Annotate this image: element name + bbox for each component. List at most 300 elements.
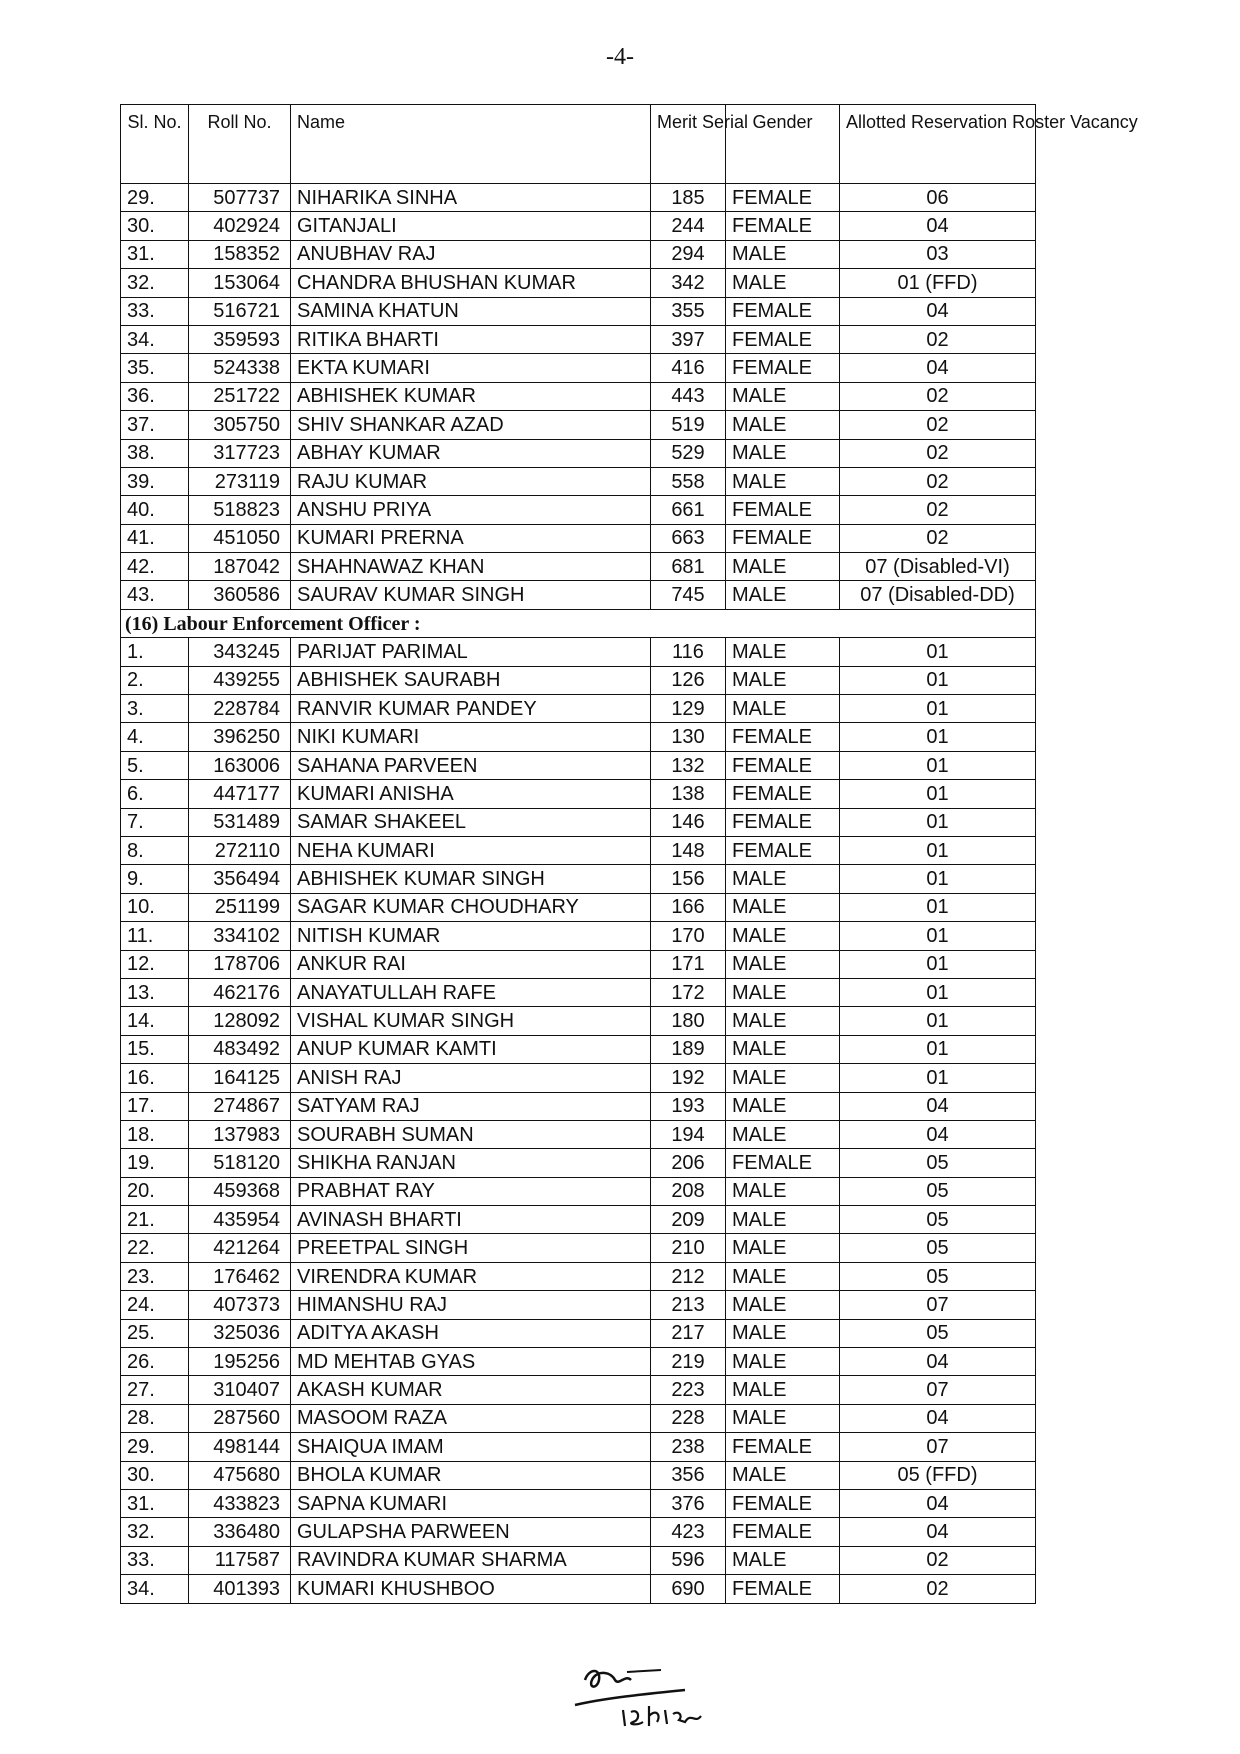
cell-sl-no: 13.	[121, 978, 189, 1006]
cell-vacancy: 05	[840, 1319, 1036, 1347]
cell-roll-no: 356494	[189, 865, 291, 893]
cell-vacancy: 04	[840, 212, 1036, 240]
table-row	[121, 325, 1036, 353]
cell-merit-serial: 661	[651, 496, 726, 524]
cell-gender: FEMALE	[726, 297, 840, 325]
cell-name: SAHANA PARVEEN	[291, 751, 651, 779]
cell-gender: FEMALE	[726, 212, 840, 240]
cell-vacancy: 02	[840, 1575, 1036, 1603]
cell-roll-no: 251199	[189, 893, 291, 921]
cell-name: VISHAL KUMAR SINGH	[291, 1007, 651, 1035]
cell-gender: FEMALE	[726, 496, 840, 524]
cell-merit-serial: 146	[651, 808, 726, 836]
cell-roll-no: 518120	[189, 1149, 291, 1177]
cell-vacancy: 05	[840, 1262, 1036, 1290]
cell-gender: MALE	[726, 950, 840, 978]
cell-merit-serial: 156	[651, 865, 726, 893]
cell-sl-no: 41.	[121, 524, 189, 552]
cell-sl-no: 20.	[121, 1177, 189, 1205]
table-row	[121, 695, 1036, 723]
cell-vacancy: 01	[840, 1064, 1036, 1092]
cell-gender: MALE	[726, 1262, 840, 1290]
cell-name: NEHA KUMARI	[291, 836, 651, 864]
cell-merit-serial: 126	[651, 666, 726, 694]
cell-gender: FEMALE	[726, 780, 840, 808]
table-row	[121, 1461, 1036, 1489]
cell-gender: MALE	[726, 1092, 840, 1120]
cell-name: ANUP KUMAR KAMTI	[291, 1035, 651, 1063]
cell-gender: MALE	[726, 240, 840, 268]
cell-merit-serial: 138	[651, 780, 726, 808]
cell-merit-serial: 148	[651, 836, 726, 864]
cell-name: ABHISHEK KUMAR	[291, 382, 651, 410]
cell-roll-no: 402924	[189, 212, 291, 240]
cell-gender: MALE	[726, 467, 840, 495]
cell-roll-no: 310407	[189, 1376, 291, 1404]
cell-sl-no: 21.	[121, 1206, 189, 1234]
table-row	[121, 467, 1036, 495]
cell-merit-serial: 529	[651, 439, 726, 467]
cell-vacancy: 02	[840, 411, 1036, 439]
cell-roll-no: 287560	[189, 1404, 291, 1432]
cell-merit-serial: 356	[651, 1461, 726, 1489]
cell-merit-serial: 681	[651, 553, 726, 581]
cell-roll-no: 137983	[189, 1120, 291, 1148]
cell-roll-no: 396250	[189, 723, 291, 751]
cell-name: SOURABH SUMAN	[291, 1120, 651, 1148]
page-number: -4-	[606, 44, 634, 70]
cell-vacancy: 02	[840, 382, 1036, 410]
cell-name: ADITYA AKASH	[291, 1319, 651, 1347]
cell-sl-no: 33.	[121, 1546, 189, 1574]
table-row	[121, 1348, 1036, 1376]
cell-gender: MALE	[726, 893, 840, 921]
cell-roll-no: 195256	[189, 1348, 291, 1376]
cell-name: SAGAR KUMAR CHOUDHARY	[291, 893, 651, 921]
cell-merit-serial: 171	[651, 950, 726, 978]
cell-gender: MALE	[726, 1177, 840, 1205]
cell-gender: MALE	[726, 1319, 840, 1347]
cell-name: NITISH KUMAR	[291, 922, 651, 950]
cell-sl-no: 22.	[121, 1234, 189, 1262]
cell-roll-no: 164125	[189, 1064, 291, 1092]
cell-merit-serial: 193	[651, 1092, 726, 1120]
cell-sl-no: 4.	[121, 723, 189, 751]
cell-gender: MALE	[726, 1064, 840, 1092]
cell-name: MASOOM RAZA	[291, 1404, 651, 1432]
cell-sl-no: 37.	[121, 411, 189, 439]
cell-vacancy: 01	[840, 638, 1036, 666]
cell-sl-no: 15.	[121, 1035, 189, 1063]
cell-gender: MALE	[726, 1546, 840, 1574]
cell-gender: MALE	[726, 382, 840, 410]
cell-gender: MALE	[726, 865, 840, 893]
cell-roll-no: 401393	[189, 1575, 291, 1603]
cell-gender: FEMALE	[726, 354, 840, 382]
cell-roll-no: 524338	[189, 354, 291, 382]
table-row	[121, 1546, 1036, 1574]
cell-vacancy: 04	[840, 1404, 1036, 1432]
cell-vacancy: 03	[840, 240, 1036, 268]
cell-merit-serial: 423	[651, 1518, 726, 1546]
cell-vacancy: 05	[840, 1149, 1036, 1177]
cell-gender: MALE	[726, 1120, 840, 1148]
cell-roll-no: 459368	[189, 1177, 291, 1205]
cell-merit-serial: 223	[651, 1376, 726, 1404]
table-row	[121, 723, 1036, 751]
cell-vacancy: 07	[840, 1433, 1036, 1461]
cell-vacancy: 07 (Disabled-VI)	[840, 553, 1036, 581]
table-row	[121, 1064, 1036, 1092]
cell-vacancy: 05	[840, 1177, 1036, 1205]
table-row	[121, 524, 1036, 552]
cell-gender: MALE	[726, 1404, 840, 1432]
cell-name: SAMAR SHAKEEL	[291, 808, 651, 836]
cell-merit-serial: 690	[651, 1575, 726, 1603]
table-row	[121, 1489, 1036, 1517]
cell-sl-no: 34.	[121, 325, 189, 353]
cell-merit-serial: 209	[651, 1206, 726, 1234]
cell-name: ANUBHAV RAJ	[291, 240, 651, 268]
table-row	[121, 240, 1036, 268]
cell-roll-no: 336480	[189, 1518, 291, 1546]
cell-gender: MALE	[726, 1007, 840, 1035]
cell-vacancy: 01	[840, 695, 1036, 723]
cell-name: KUMARI PRERNA	[291, 524, 651, 552]
header-gender: Gender	[726, 105, 840, 184]
cell-gender: FEMALE	[726, 524, 840, 552]
cell-merit-serial: 244	[651, 212, 726, 240]
cell-sl-no: 40.	[121, 496, 189, 524]
cell-merit-serial: 342	[651, 269, 726, 297]
cell-roll-no: 163006	[189, 751, 291, 779]
cell-vacancy: 07	[840, 1376, 1036, 1404]
table-row	[121, 184, 1036, 212]
table-row	[121, 269, 1036, 297]
cell-name: EKTA KUMARI	[291, 354, 651, 382]
cell-sl-no: 35.	[121, 354, 189, 382]
cell-vacancy: 01	[840, 950, 1036, 978]
cell-gender: FEMALE	[726, 1433, 840, 1461]
cell-sl-no: 17.	[121, 1092, 189, 1120]
cell-sl-no: 16.	[121, 1064, 189, 1092]
cell-sl-no: 1.	[121, 638, 189, 666]
cell-name: SAPNA KUMARI	[291, 1489, 651, 1517]
cell-gender: FEMALE	[726, 751, 840, 779]
cell-gender: FEMALE	[726, 723, 840, 751]
cell-merit-serial: 397	[651, 325, 726, 353]
cell-gender: MALE	[726, 411, 840, 439]
cell-name: KUMARI ANISHA	[291, 780, 651, 808]
cell-name: RAJU KUMAR	[291, 467, 651, 495]
cell-merit-serial: 129	[651, 695, 726, 723]
cell-sl-no: 9.	[121, 865, 189, 893]
cell-gender: FEMALE	[726, 1149, 840, 1177]
table-row	[121, 1404, 1036, 1432]
cell-sl-no: 7.	[121, 808, 189, 836]
cell-name: VIRENDRA KUMAR	[291, 1262, 651, 1290]
cell-gender: FEMALE	[726, 1518, 840, 1546]
cell-gender: MALE	[726, 666, 840, 694]
cell-roll-no: 498144	[189, 1433, 291, 1461]
cell-merit-serial: 228	[651, 1404, 726, 1432]
cell-sl-no: 25.	[121, 1319, 189, 1347]
table-row	[121, 865, 1036, 893]
cell-vacancy: 01	[840, 922, 1036, 950]
header-name: Name	[291, 105, 651, 184]
cell-vacancy: 02	[840, 467, 1036, 495]
cell-gender: FEMALE	[726, 1489, 840, 1517]
cell-merit-serial: 663	[651, 524, 726, 552]
cell-name: KUMARI KHUSHBOO	[291, 1575, 651, 1603]
cell-merit-serial: 208	[651, 1177, 726, 1205]
cell-roll-no: 187042	[189, 553, 291, 581]
cell-roll-no: 435954	[189, 1206, 291, 1234]
section-rows	[121, 638, 1036, 1603]
cell-vacancy: 04	[840, 1092, 1036, 1120]
cell-gender: MALE	[726, 1234, 840, 1262]
table-row	[121, 808, 1036, 836]
cell-name: BHOLA KUMAR	[291, 1461, 651, 1489]
cell-sl-no: 43.	[121, 581, 189, 609]
table-row	[121, 1575, 1036, 1603]
cell-gender: MALE	[726, 581, 840, 609]
table-row	[121, 411, 1036, 439]
table-row	[121, 297, 1036, 325]
cell-vacancy: 01	[840, 780, 1036, 808]
cell-merit-serial: 745	[651, 581, 726, 609]
table-row	[121, 212, 1036, 240]
table-row	[121, 1234, 1036, 1262]
cell-vacancy: 02	[840, 524, 1036, 552]
table-row	[121, 1433, 1036, 1461]
cell-gender: MALE	[726, 1206, 840, 1234]
cell-gender: MALE	[726, 1376, 840, 1404]
table-header-row	[121, 105, 1036, 184]
cell-sl-no: 2.	[121, 666, 189, 694]
table-row	[121, 1262, 1036, 1290]
table-row	[121, 1007, 1036, 1035]
table-row	[121, 581, 1036, 609]
cell-roll-no: 447177	[189, 780, 291, 808]
header-roll-no: Roll No.	[189, 105, 291, 184]
table-row	[121, 780, 1036, 808]
cell-merit-serial: 596	[651, 1546, 726, 1574]
cell-sl-no: 32.	[121, 1518, 189, 1546]
cell-roll-no: 462176	[189, 978, 291, 1006]
cell-roll-no: 421264	[189, 1234, 291, 1262]
cell-roll-no: 273119	[189, 467, 291, 495]
section-title: (16) Labour Enforcement Officer :	[121, 609, 1036, 637]
cell-vacancy: 01	[840, 666, 1036, 694]
cell-roll-no: 343245	[189, 638, 291, 666]
cell-vacancy: 05	[840, 1234, 1036, 1262]
cell-vacancy: 01	[840, 836, 1036, 864]
table-row	[121, 1206, 1036, 1234]
cell-merit-serial: 519	[651, 411, 726, 439]
cell-name: NIHARIKA SINHA	[291, 184, 651, 212]
roster-table	[120, 104, 1138, 1604]
cell-roll-no: 117587	[189, 1546, 291, 1574]
cell-roll-no: 128092	[189, 1007, 291, 1035]
cell-vacancy: 01	[840, 978, 1036, 1006]
table-row	[121, 922, 1036, 950]
cell-merit-serial: 294	[651, 240, 726, 268]
cell-gender: MALE	[726, 1035, 840, 1063]
cell-sl-no: 42.	[121, 553, 189, 581]
cell-roll-no: 274867	[189, 1092, 291, 1120]
cell-name: AKASH KUMAR	[291, 1376, 651, 1404]
cell-sl-no: 5.	[121, 751, 189, 779]
cell-name: ABHISHEK KUMAR SINGH	[291, 865, 651, 893]
cell-gender: FEMALE	[726, 808, 840, 836]
cell-roll-no: 317723	[189, 439, 291, 467]
cell-sl-no: 32.	[121, 269, 189, 297]
cell-vacancy: 01	[840, 893, 1036, 921]
cell-name: SAMINA KHATUN	[291, 297, 651, 325]
cell-name: SHIV SHANKAR AZAD	[291, 411, 651, 439]
table-row	[121, 354, 1036, 382]
cell-name: SHAHNAWAZ KHAN	[291, 553, 651, 581]
cell-gender: MALE	[726, 439, 840, 467]
cell-merit-serial: 212	[651, 1262, 726, 1290]
table-row	[121, 382, 1036, 410]
cell-vacancy: 04	[840, 354, 1036, 382]
cell-sl-no: 19.	[121, 1149, 189, 1177]
header-merit-serial: Merit Serial	[651, 105, 726, 184]
cell-merit-serial: 416	[651, 354, 726, 382]
cell-sl-no: 23.	[121, 1262, 189, 1290]
table-row	[121, 638, 1036, 666]
cell-gender: MALE	[726, 1291, 840, 1319]
cell-merit-serial: 185	[651, 184, 726, 212]
table-row	[121, 836, 1036, 864]
cell-sl-no: 12.	[121, 950, 189, 978]
cell-name: GULAPSHA PARWEEN	[291, 1518, 651, 1546]
table-row	[121, 439, 1036, 467]
cell-merit-serial: 376	[651, 1489, 726, 1517]
cell-merit-serial: 166	[651, 893, 726, 921]
cell-sl-no: 30.	[121, 1461, 189, 1489]
cell-merit-serial: 132	[651, 751, 726, 779]
cell-gender: MALE	[726, 695, 840, 723]
cell-vacancy: 07	[840, 1291, 1036, 1319]
cell-sl-no: 31.	[121, 1489, 189, 1517]
cell-vacancy: 04	[840, 297, 1036, 325]
cell-name: ANISH RAJ	[291, 1064, 651, 1092]
cell-vacancy: 01	[840, 865, 1036, 893]
cell-name: AVINASH BHARTI	[291, 1206, 651, 1234]
cell-sl-no: 18.	[121, 1120, 189, 1148]
table-row	[121, 1518, 1036, 1546]
table-row	[121, 553, 1036, 581]
table-row	[121, 1376, 1036, 1404]
cell-vacancy: 01	[840, 1035, 1036, 1063]
cell-merit-serial: 189	[651, 1035, 726, 1063]
table-row	[121, 978, 1036, 1006]
cell-sl-no: 8.	[121, 836, 189, 864]
cell-merit-serial: 558	[651, 467, 726, 495]
table-row	[121, 893, 1036, 921]
header-vacancy: Allotted Reservation Roster Vacancy	[840, 105, 1036, 184]
table-row	[121, 1319, 1036, 1347]
cell-merit-serial: 210	[651, 1234, 726, 1262]
cell-gender: MALE	[726, 1348, 840, 1376]
section-title-row	[121, 609, 1036, 637]
cell-roll-no: 178706	[189, 950, 291, 978]
header-sl-no: Sl. No.	[121, 105, 189, 184]
cell-name: GITANJALI	[291, 212, 651, 240]
cell-name: PRABHAT RAY	[291, 1177, 651, 1205]
table-row	[121, 751, 1036, 779]
cell-roll-no: 433823	[189, 1489, 291, 1517]
cell-name: ANAYATULLAH RAFE	[291, 978, 651, 1006]
cell-merit-serial: 130	[651, 723, 726, 751]
table-row	[121, 666, 1036, 694]
cell-gender: MALE	[726, 1461, 840, 1489]
cell-vacancy: 02	[840, 439, 1036, 467]
cell-gender: MALE	[726, 922, 840, 950]
cell-roll-no: 451050	[189, 524, 291, 552]
cell-roll-no: 483492	[189, 1035, 291, 1063]
table-row	[121, 1177, 1036, 1205]
cell-name: SHIKHA RANJAN	[291, 1149, 651, 1177]
cell-vacancy: 04	[840, 1489, 1036, 1517]
cell-merit-serial: 443	[651, 382, 726, 410]
cell-name: RANVIR KUMAR PANDEY	[291, 695, 651, 723]
cell-roll-no: 272110	[189, 836, 291, 864]
cell-roll-no: 407373	[189, 1291, 291, 1319]
cell-sl-no: 33.	[121, 297, 189, 325]
cell-name: PARIJAT PARIMAL	[291, 638, 651, 666]
cell-name: PREETPAL SINGH	[291, 1234, 651, 1262]
cell-vacancy: 01 (FFD)	[840, 269, 1036, 297]
cell-vacancy: 05 (FFD)	[840, 1461, 1036, 1489]
cell-vacancy: 01	[840, 751, 1036, 779]
cell-name: SATYAM RAJ	[291, 1092, 651, 1120]
cell-merit-serial: 194	[651, 1120, 726, 1148]
cell-merit-serial: 213	[651, 1291, 726, 1319]
handwritten-signature	[565, 1650, 765, 1730]
cell-sl-no: 24.	[121, 1291, 189, 1319]
cell-roll-no: 176462	[189, 1262, 291, 1290]
cell-merit-serial: 192	[651, 1064, 726, 1092]
cell-gender: MALE	[726, 638, 840, 666]
continued-rows	[121, 184, 1036, 610]
cell-name: RITIKA BHARTI	[291, 325, 651, 353]
cell-sl-no: 29.	[121, 1433, 189, 1461]
cell-vacancy: 02	[840, 325, 1036, 353]
cell-vacancy: 04	[840, 1348, 1036, 1376]
cell-vacancy: 04	[840, 1518, 1036, 1546]
cell-vacancy: 01	[840, 1007, 1036, 1035]
cell-roll-no: 325036	[189, 1319, 291, 1347]
cell-gender: FEMALE	[726, 184, 840, 212]
cell-name: MD MEHTAB GYAS	[291, 1348, 651, 1376]
cell-gender: FEMALE	[726, 325, 840, 353]
cell-gender: FEMALE	[726, 1575, 840, 1603]
table-row	[121, 1149, 1036, 1177]
cell-roll-no: 158352	[189, 240, 291, 268]
cell-sl-no: 11.	[121, 922, 189, 950]
cell-name: SHAIQUA IMAM	[291, 1433, 651, 1461]
cell-name: SAURAV KUMAR SINGH	[291, 581, 651, 609]
cell-roll-no: 516721	[189, 297, 291, 325]
cell-roll-no: 475680	[189, 1461, 291, 1489]
cell-roll-no: 251722	[189, 382, 291, 410]
cell-vacancy: 01	[840, 723, 1036, 751]
cell-sl-no: 6.	[121, 780, 189, 808]
